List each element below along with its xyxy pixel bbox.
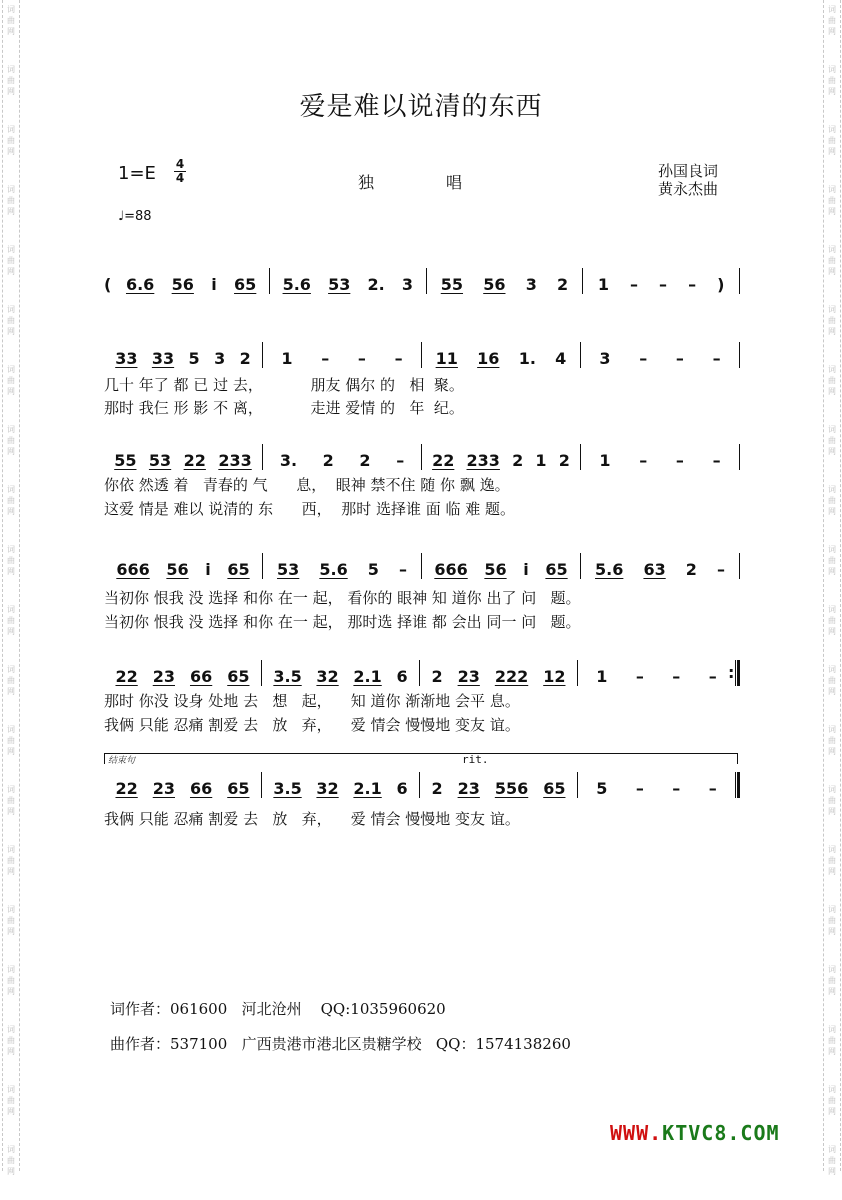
note-group: 65	[227, 779, 250, 798]
watermark-text: 词 曲 网	[7, 5, 15, 36]
note-group: 3.5	[273, 667, 302, 686]
note-group: 2	[322, 451, 334, 470]
note-group: 3	[599, 349, 611, 368]
site-logo-name: KTVC8.COM	[662, 1121, 780, 1145]
lyric-line: 当初你 恨我 没 选择 和你 在一 起， 看你的 眼神 知 道你 出了 问 题。	[104, 589, 581, 607]
note-group: 12	[543, 667, 566, 686]
measure	[104, 667, 261, 686]
watermark-text: 词 曲 网	[828, 725, 836, 756]
note-group: i	[211, 275, 217, 294]
time-signature	[174, 158, 186, 185]
note-group: 556	[494, 779, 529, 798]
song-title: 爱是难以说清的东西	[299, 92, 543, 122]
watermark-text: 词 曲 网	[7, 545, 15, 576]
note-group: –	[639, 349, 648, 368]
measure	[583, 275, 739, 294]
opening-paren: (	[104, 275, 112, 294]
lyric-line: 那时 我仨 形 影 不 离， 走进 爱情 的 年 纪。	[104, 399, 464, 417]
note-group: 1	[599, 451, 611, 470]
lyric-line: 这爱 情是 难以 说清的 东 西， 那时 选择谁 面 临 难 题。	[104, 500, 516, 518]
note-group: 5.6	[595, 560, 624, 579]
note-group: 56	[171, 275, 194, 294]
note-group: 6	[396, 667, 408, 686]
note-group: –	[675, 451, 684, 470]
note-group: 56	[483, 275, 506, 294]
key-signature: 1=E	[118, 163, 156, 184]
note-group: 65	[234, 275, 257, 294]
watermark-text: 词 曲 网	[828, 665, 836, 696]
measure	[581, 349, 739, 368]
site-logo	[610, 1121, 780, 1145]
note-group: 233	[466, 451, 500, 470]
watermark-text: 词 曲 网	[7, 1085, 15, 1116]
watermark-text: 词 曲 网	[828, 1025, 836, 1056]
watermark-text: 词 曲 网	[7, 965, 15, 996]
measure	[104, 560, 262, 579]
measure	[113, 275, 269, 294]
watermark-text: 词 曲 网	[828, 605, 836, 636]
bar-line	[739, 342, 740, 368]
note-group: 33	[151, 349, 175, 368]
note-group: 23	[152, 779, 175, 798]
watermark-text: 词 曲 网	[7, 425, 15, 456]
note-group: –	[708, 779, 717, 798]
bar-line	[735, 772, 740, 798]
tempo-marking: ♩=88	[118, 209, 152, 224]
note-group: –	[659, 275, 668, 294]
lyric-line: 当初你 恨我 没 选择 和你 在一 起， 那时选 择谁 都 会出 同一 问 题。	[104, 613, 581, 631]
lyric-line: 我俩 只能 忍痛 割爱 去 放 弃， 爱 情会 慢慢地 变友 谊。	[104, 810, 520, 828]
watermark-text: 词 曲 网	[828, 65, 836, 96]
note-group: 66	[189, 667, 213, 686]
lyric-line: 几十 年了 都 已 过 去， 朋友 偶尔 的 相 聚。	[104, 376, 464, 394]
composer-credit: 黄永杰曲	[658, 180, 719, 198]
watermark-text: 词 曲 网	[7, 245, 15, 276]
watermark-text: 词 曲 网	[828, 905, 836, 936]
note-group: 55	[440, 275, 464, 294]
note-group: –	[321, 349, 330, 368]
note-group: 22	[183, 451, 206, 470]
watermark-text: 词 曲 网	[828, 5, 836, 36]
watermark-text: 词 曲 网	[7, 125, 15, 156]
performance-mode: 独唱	[358, 173, 535, 192]
measure	[263, 451, 421, 470]
measure	[422, 560, 580, 579]
note-group: –	[708, 667, 717, 686]
note-group: 3	[214, 349, 226, 368]
bar-line	[739, 268, 740, 294]
coda-label: 结束句	[108, 756, 136, 766]
note-group: 65	[545, 560, 568, 579]
note-group: 2	[512, 451, 524, 470]
note-group: –	[396, 451, 405, 470]
measure	[422, 451, 580, 470]
measure	[578, 779, 735, 798]
note-group: 6	[396, 779, 408, 798]
note-group: 666	[434, 560, 468, 579]
note-group: 22	[432, 451, 455, 470]
note-group: –	[712, 451, 721, 470]
watermark-text: 词 曲 网	[828, 125, 836, 156]
watermark-text: 词 曲 网	[828, 965, 836, 996]
measure	[104, 349, 262, 368]
left-watermark-strip	[2, 0, 20, 1176]
note-group: 2.1	[353, 667, 382, 686]
watermark-text: 词 曲 网	[7, 305, 15, 336]
note-group: 22	[115, 667, 138, 686]
note-group: 11	[435, 349, 458, 368]
music-line	[104, 444, 740, 470]
watermark-text: 词 曲 网	[7, 185, 15, 216]
note-group: )	[717, 275, 725, 294]
watermark-text: 词 曲 网	[828, 485, 836, 516]
note-group: 55	[114, 451, 137, 470]
note-group: 2	[557, 275, 569, 294]
watermark-text: 词 曲 网	[828, 365, 836, 396]
note-group: –	[672, 667, 681, 686]
note-group: 3.	[279, 451, 298, 470]
watermark-text: 词 曲 网	[828, 305, 836, 336]
watermark-text: 词 曲 网	[7, 845, 15, 876]
watermark-text: 词 曲 网	[828, 185, 836, 216]
watermark-text: 词 曲 网	[7, 785, 15, 816]
watermark-text: 词 曲 网	[7, 485, 15, 516]
note-group: –	[712, 349, 721, 368]
note-group: 5.6	[282, 275, 311, 294]
note-group: –	[394, 349, 403, 368]
lyricist-credit: 孙国良词	[658, 162, 719, 180]
note-group: 233	[218, 451, 252, 470]
note-group: 65	[227, 560, 250, 579]
credits	[658, 162, 718, 198]
measure	[581, 560, 739, 579]
measure	[420, 667, 577, 686]
note-group: 23	[152, 667, 175, 686]
watermark-text: 词 曲 网	[7, 1145, 15, 1176]
watermark-text: 词 曲 网	[828, 245, 836, 276]
music-line	[104, 268, 740, 294]
measure	[263, 349, 421, 368]
lyric-line: 你依 然透 着 青春的 气 息， 眼神 禁不住 随 你 飘 逸。	[104, 476, 510, 494]
note-group: 5	[188, 349, 200, 368]
note-group: 32	[316, 667, 339, 686]
note-group: 3	[525, 275, 537, 294]
note-group: 53	[277, 560, 300, 579]
note-group: 2	[359, 451, 371, 470]
note-group: 5.6	[319, 560, 348, 579]
note-group: 1	[597, 275, 609, 294]
note-group: 33	[115, 349, 138, 368]
measure	[104, 779, 261, 798]
note-group: 16	[477, 349, 500, 368]
music-line	[104, 772, 740, 798]
music-line	[104, 553, 740, 579]
measure	[262, 667, 419, 686]
note-group: –	[398, 560, 407, 579]
note-group: 4	[555, 349, 567, 368]
measure	[427, 275, 583, 294]
note-group: 56	[484, 560, 507, 579]
note-group: 5	[367, 560, 379, 579]
watermark-text: 词 曲 网	[828, 1085, 836, 1116]
note-group: –	[635, 779, 644, 798]
note-group: 22	[115, 779, 138, 798]
note-group: 5	[596, 779, 608, 798]
watermark-text: 词 曲 网	[828, 1145, 836, 1176]
site-logo-www: WWW.	[610, 1121, 663, 1145]
measure	[270, 275, 426, 294]
note-group: 2	[431, 779, 443, 798]
coda-bracket	[104, 753, 738, 764]
time-signature-top: 4	[175, 157, 185, 171]
note-group: 1	[281, 349, 293, 368]
lyric-line: 我俩 只能 忍痛 割爱 去 放 弃， 爱 情会 慢慢地 变友 谊。	[104, 716, 520, 734]
watermark-text: 词 曲 网	[7, 605, 15, 636]
watermark-text: 词 曲 网	[828, 545, 836, 576]
ritardando-mark: rit.	[462, 753, 489, 766]
bar-line	[739, 444, 740, 470]
note-group: –	[639, 451, 648, 470]
note-group: 53	[328, 275, 351, 294]
note-group: 65	[227, 667, 250, 686]
watermark-text: 词 曲 网	[828, 785, 836, 816]
note-group: 2	[685, 560, 697, 579]
note-group: –	[675, 349, 684, 368]
note-group: 1	[596, 667, 608, 686]
lyric-line: 那时 你没 设身 处地 去 想 起， 知 道你 渐渐地 会平 息。	[104, 692, 520, 710]
watermark-text: 词 曲 网	[828, 845, 836, 876]
watermark-text: 词 曲 网	[7, 65, 15, 96]
note-group: –	[672, 779, 681, 798]
note-group: 53	[148, 451, 172, 470]
bar-line	[739, 553, 740, 579]
watermark-text: 词 曲 网	[7, 665, 15, 696]
note-group: –	[716, 560, 725, 579]
note-group: –	[688, 275, 697, 294]
note-group: 32	[316, 779, 339, 798]
note-group: i	[523, 560, 529, 579]
measure	[420, 779, 577, 798]
music-line	[104, 660, 740, 686]
note-group: 2.1	[353, 779, 382, 798]
watermark-text: 词 曲 网	[7, 725, 15, 756]
composer-info: 曲作者：537100 广西贵港市港北区贵糖学校 QQ：1574138260	[110, 1035, 571, 1053]
note-group: –	[630, 275, 639, 294]
watermark-text: 词 曲 网	[7, 365, 15, 396]
lyricist-info: 词作者：061600 河北沧州 QQ:1035960620	[110, 1000, 446, 1018]
note-group: 2	[431, 667, 443, 686]
note-group: –	[635, 667, 644, 686]
bar-line	[735, 660, 740, 686]
note-group: 56	[166, 560, 189, 579]
note-group: 23	[457, 667, 480, 686]
note-group: 666	[116, 560, 150, 579]
note-group: 2.	[367, 275, 385, 294]
measure	[104, 451, 262, 470]
watermark-text: 词 曲 网	[7, 1025, 15, 1056]
note-group: –	[357, 349, 366, 368]
note-group: i	[205, 560, 211, 579]
right-watermark-strip	[823, 0, 841, 1176]
measure	[422, 349, 580, 368]
note-group: 65	[543, 779, 566, 798]
note-group: 6.6	[125, 275, 155, 294]
note-group: 2	[558, 451, 570, 470]
music-line	[104, 342, 740, 368]
note-group: 1	[535, 451, 547, 470]
measure	[581, 451, 739, 470]
watermark-text: 词 曲 网	[7, 905, 15, 936]
note-group: 1.	[518, 349, 536, 368]
note-group: 63	[643, 560, 666, 579]
measure	[262, 779, 419, 798]
time-signature-bottom: 4	[175, 171, 185, 185]
note-group: 222	[494, 667, 529, 686]
note-group: 23	[457, 779, 480, 798]
note-group: 3.5	[273, 779, 302, 798]
note-group: 66	[189, 779, 213, 798]
measure	[578, 667, 735, 686]
measure	[263, 560, 421, 579]
note-group: 2	[239, 349, 251, 368]
note-group: 3	[401, 275, 414, 294]
watermark-text: 词 曲 网	[828, 425, 836, 456]
